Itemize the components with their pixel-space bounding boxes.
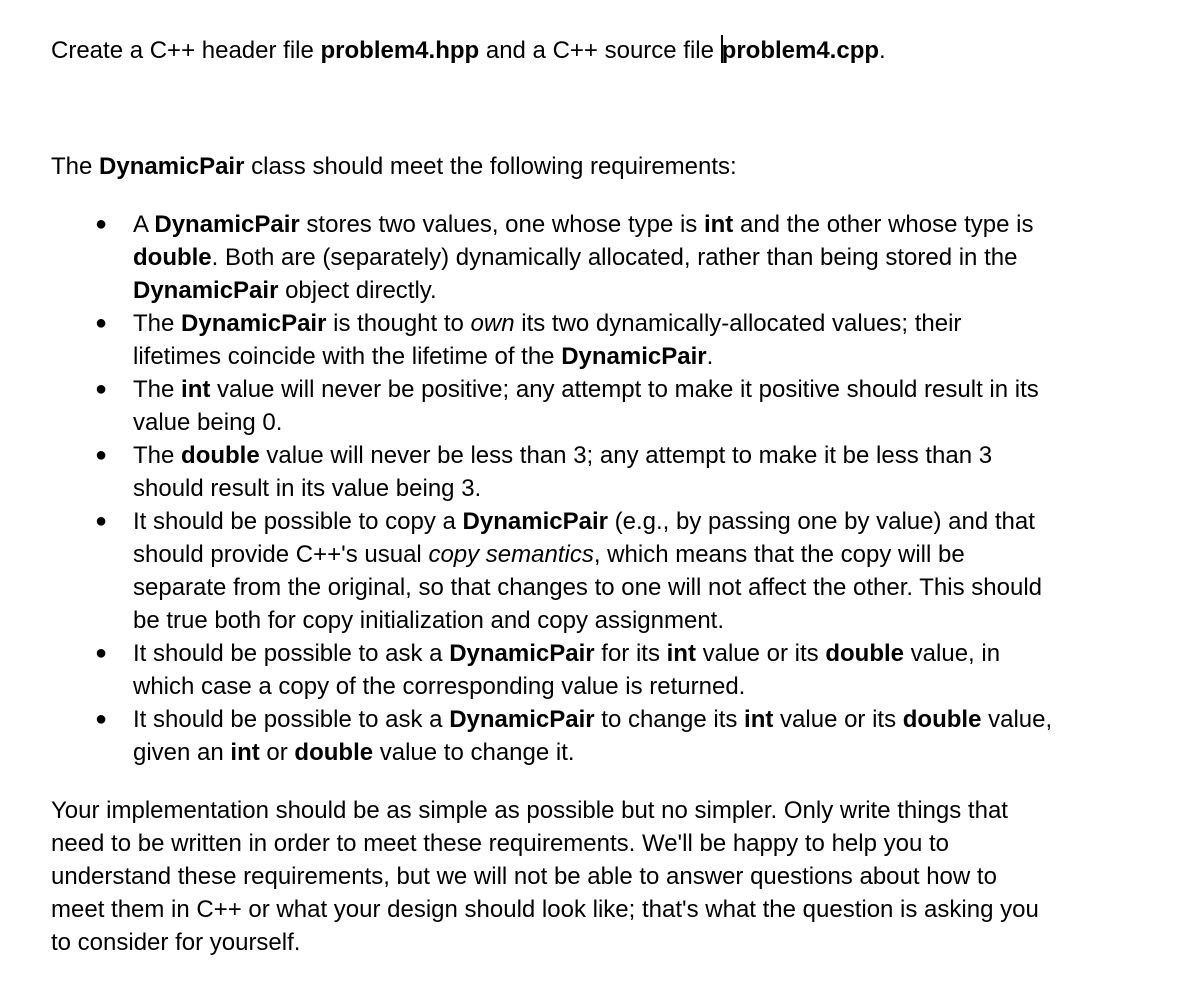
closing-paragraph	[51, 794, 1121, 959]
requirements-list	[51, 208, 1131, 769]
bullet-icon: ●	[95, 510, 108, 532]
lead-text: class should meet the following requirements:	[244, 153, 737, 180]
bullet-icon: ●	[95, 708, 108, 730]
bullet-icon: ●	[95, 642, 108, 664]
closing-line: Your implementation should be as simple as possible but no simpler. Only write things that	[51, 797, 1008, 824]
closing-line: to consider for yourself.	[51, 929, 301, 956]
intro-text: Create a C++ header file	[51, 37, 321, 64]
intro-text: .	[879, 37, 886, 64]
requirement-item: ● The double value will never be less than 3; any attempt to make it be less than 3 should result in its value being 3.	[51, 439, 1131, 505]
bullet-icon: ●	[95, 312, 108, 334]
requirement-item: ● It should be possible to ask a DynamicPair to change its int value or its double value, given an int or double value to change it.	[51, 703, 1131, 769]
requirement-item: ● A DynamicPair stores two values, one whose type is int and the other whose type is double. Both are (separately) dynamically allocated, rather than being stored in the DynamicPair object directly.	[51, 208, 1131, 307]
bullet-icon: ●	[95, 378, 108, 400]
closing-line: understand these requirements, but we will not be able to answer questions about how to	[51, 863, 997, 890]
bullet-icon: ●	[95, 213, 108, 235]
requirement-item: ● The DynamicPair is thought to own its two dynamically-allocated values; their lifetimes coincide with the lifetime of the DynamicPair.	[51, 307, 1131, 373]
bullet-icon: ●	[95, 444, 108, 466]
requirement-item: ● It should be possible to copy a DynamicPair (e.g., by passing one by value) and that should provide C++'s usual copy semantics, which means that the copy will be separate from the original, so that changes to one will not affect the other. This should be true both for copy initialization and copy assignment.	[51, 505, 1131, 637]
closing-line: need to be written in order to meet these requirements. We'll be happy to help you to	[51, 830, 949, 857]
intro-paragraph	[51, 34, 886, 67]
closing-line: meet them in C++ or what your design should look like; that's what the question is asking you	[51, 896, 1039, 923]
requirement-item: ● The int value will never be positive; any attempt to make it positive should result in its value being 0.	[51, 373, 1131, 439]
intro-text: and a C++ source file	[479, 37, 721, 64]
requirement-item: ● It should be possible to ask a DynamicPair for its int value or its double value, in which case a copy of the corresponding value is returned.	[51, 637, 1131, 703]
requirements-lead	[51, 150, 737, 183]
header-filename: problem4.hpp	[320, 37, 480, 64]
class-name: DynamicPair	[99, 153, 245, 180]
source-filename: problem4.cpp	[721, 37, 880, 64]
lead-text: The	[51, 153, 100, 180]
